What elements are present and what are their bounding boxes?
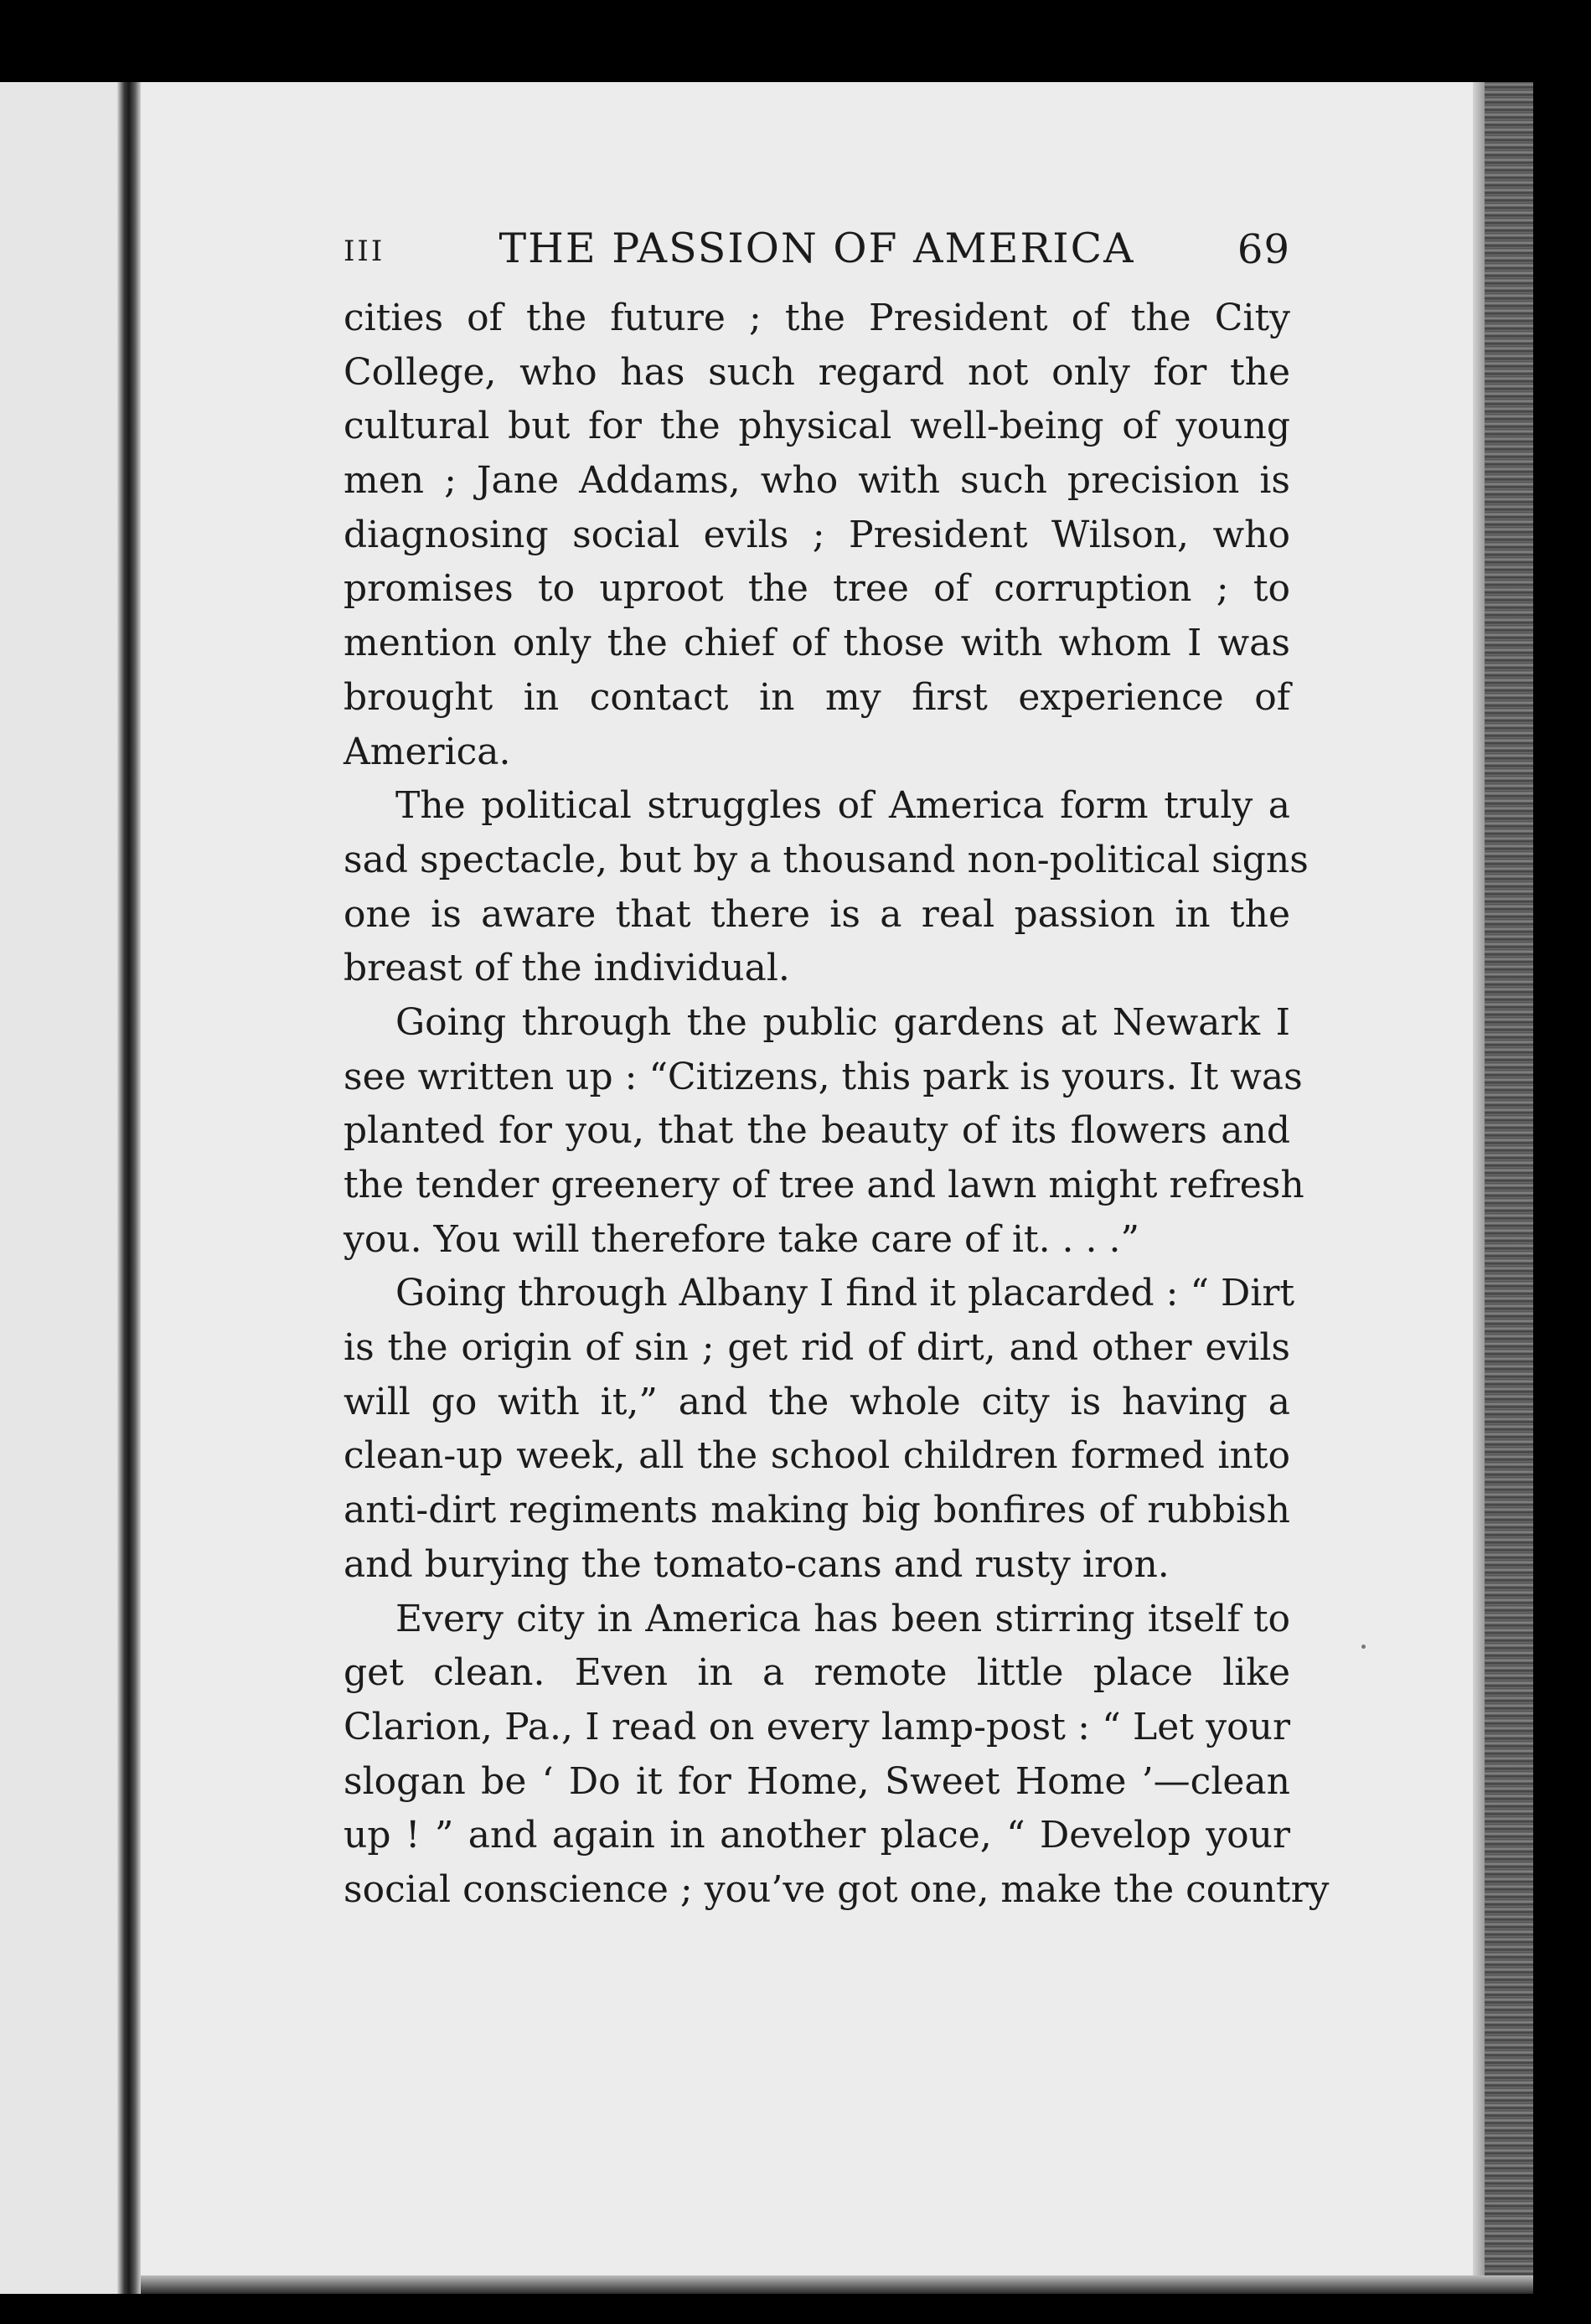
text-line: clean-up week, all the school children formed into <box>344 1434 1290 1478</box>
text-line: the tender greenery of tree and lawn might refresh <box>344 1164 1304 1206</box>
text-line: mention only the chief of those with whom I was <box>344 622 1290 665</box>
text-line: slogan be ‘ Do it for Home, Sweet Home ’—clean <box>344 1759 1290 1803</box>
text-line: Going through Albany I find it placarded : “ Dirt <box>395 1272 1295 1315</box>
page-text-block <box>344 225 1330 1918</box>
page-edge-shadow <box>1473 82 1485 2294</box>
text-line: up ! ” and again in another place, “ Develop your <box>344 1814 1290 1857</box>
text-line: promises to uproot the tree of corruption ; to <box>344 567 1290 611</box>
text-line: cultural but for the physical well-being of young <box>344 405 1290 448</box>
text-line: get clean. Even in a remote little place like <box>344 1651 1290 1695</box>
text-line: planted for you, that the beauty of its flowers and <box>344 1109 1290 1153</box>
text-line: Clarion, Pa., I read on every lamp-post : “ Let your <box>344 1705 1290 1748</box>
scan-speck <box>1361 1645 1366 1649</box>
text-line: Every city in America has been stirring itself to <box>395 1597 1290 1640</box>
text-line: sad spectacle, but by a thousand non-political signs <box>344 838 1309 881</box>
text-line: College, who has such regard not only for the <box>344 350 1290 394</box>
text-line: diagnosing social evils ; President Wilson, who <box>344 513 1290 556</box>
text-line: anti-dirt regiments making big bonfires of rubbish <box>344 1489 1290 1532</box>
text-line: you. You will therefore take care of it. . . .” <box>344 1217 1139 1261</box>
text-line: America. <box>344 730 511 773</box>
left-page-edge <box>0 82 117 2294</box>
text-line: is the origin of sin ; get rid of dirt, and other evils <box>344 1326 1290 1370</box>
text-line: will go with it,” and the whole city is having a <box>344 1380 1290 1423</box>
body-text <box>344 292 1330 1918</box>
text-line: cities of the future ; the President of the City <box>344 297 1290 339</box>
text-line: social conscience ; you’ve got one, make the country <box>344 1867 1330 1911</box>
text-line: Going through the public gardens at Newark I <box>395 1000 1290 1044</box>
text-line: brought in contact in my first experience of <box>344 675 1290 719</box>
page-stack-edge <box>1485 82 1533 2294</box>
book-gutter <box>117 82 141 2294</box>
text-line: one is aware that there is a real passion in the <box>344 892 1290 936</box>
text-line: The political struggles of America form truly a <box>395 784 1290 828</box>
text-line: men ; Jane Addams, who with such precision is <box>344 459 1290 503</box>
text-line: breast of the individual. <box>344 947 790 990</box>
running-head <box>344 225 1290 292</box>
bottom-page-edge <box>141 2275 1533 2294</box>
running-head-title: THE PASSION OF AMERICA <box>498 225 1135 272</box>
page-number: 69 <box>1237 226 1290 273</box>
section-number: III <box>344 235 385 268</box>
text-line: and burying the tomato-cans and rusty iron. <box>344 1542 1170 1586</box>
text-line: see written up : “Citizens, this park is yours. It was <box>344 1055 1303 1098</box>
